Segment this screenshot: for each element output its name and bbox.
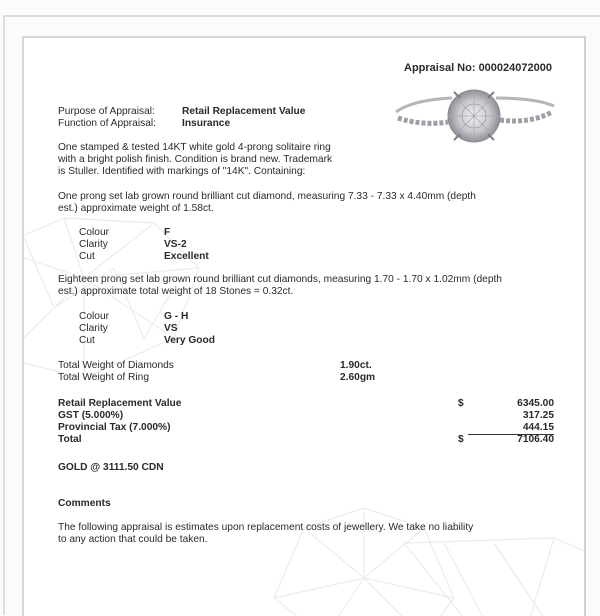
provincial-tax-amount: 444.15 bbox=[522, 422, 554, 433]
retail-value-amount: 6345.00 bbox=[517, 398, 554, 409]
total-diamond-weight-value: 1.90ct. bbox=[340, 360, 372, 371]
center-clarity-value: VS-2 bbox=[164, 239, 187, 250]
total-label: Total bbox=[58, 434, 82, 445]
purpose-label: Purpose of Appraisal: bbox=[58, 106, 155, 117]
side-clarity-label: Clarity bbox=[79, 323, 108, 334]
side-clarity-value: VS bbox=[164, 323, 178, 334]
comments-line: to any action that could be taken. bbox=[58, 534, 208, 545]
ring-photo-icon bbox=[392, 84, 556, 154]
retail-value-label: Retail Replacement Value bbox=[58, 398, 182, 409]
center-clarity-label: Clarity bbox=[79, 239, 108, 250]
comments-line: The following appraisal is estimates upon replacement costs of jewellery. We take no liability bbox=[58, 522, 474, 533]
gold-price: GOLD @ 3111.50 CDN bbox=[58, 462, 164, 473]
purpose-value: Retail Replacement Value bbox=[182, 106, 306, 117]
total-diamond-weight-label: Total Weight of Diamonds bbox=[58, 360, 174, 371]
function-value: Insurance bbox=[182, 118, 231, 129]
total-amount: 7106.40 bbox=[517, 434, 554, 445]
provincial-tax-label: Provincial Tax (7.000%) bbox=[58, 422, 171, 433]
currency-symbol: $ bbox=[458, 398, 464, 409]
description-line: One stamped & tested 14KT white gold 4-prong solitaire ring bbox=[58, 142, 331, 153]
side-stones-line: est.) approximate total weight of 18 Stones = 0.32ct. bbox=[58, 286, 294, 297]
total-ring-weight-value: 2.60gm bbox=[340, 372, 376, 383]
center-cut-label: Cut bbox=[79, 251, 95, 262]
center-colour-label: Colour bbox=[79, 227, 110, 238]
appraisal-document bbox=[22, 36, 586, 616]
comments-heading: Comments bbox=[58, 498, 111, 509]
function-label: Function of Appraisal: bbox=[58, 118, 156, 129]
center-stone-line: One prong set lab grown round brilliant cut diamond, measuring 7.33 - 7.33 x 4.40mm (depth bbox=[58, 191, 476, 202]
center-stone-line: est.) approximate weight of 1.58ct. bbox=[58, 203, 214, 214]
side-colour-label: Colour bbox=[79, 311, 110, 322]
gst-amount: 317.25 bbox=[522, 410, 554, 421]
appraisal-number: Appraisal No: 000024072000 bbox=[404, 62, 552, 74]
total-ring-weight-label: Total Weight of Ring bbox=[58, 372, 149, 383]
side-stones-line: Eighteen prong set lab grown round brilliant cut diamonds, measuring 1.70 - 1.70 x 1.02mm (depth bbox=[58, 274, 502, 285]
center-colour-value: F bbox=[164, 227, 171, 238]
side-cut-value: Very Good bbox=[164, 335, 215, 346]
description-line: with a bright polish finish. Condition is brand new. Trademark bbox=[58, 154, 333, 165]
side-colour-value: G - H bbox=[164, 311, 189, 322]
side-cut-label: Cut bbox=[79, 335, 95, 346]
center-cut-value: Excellent bbox=[164, 251, 209, 262]
description-line: is Stuller. Identified with markings of "14K". Containing: bbox=[58, 166, 306, 177]
gst-label: GST (5.000%) bbox=[58, 410, 124, 421]
total-currency-symbol: $ bbox=[458, 434, 464, 445]
